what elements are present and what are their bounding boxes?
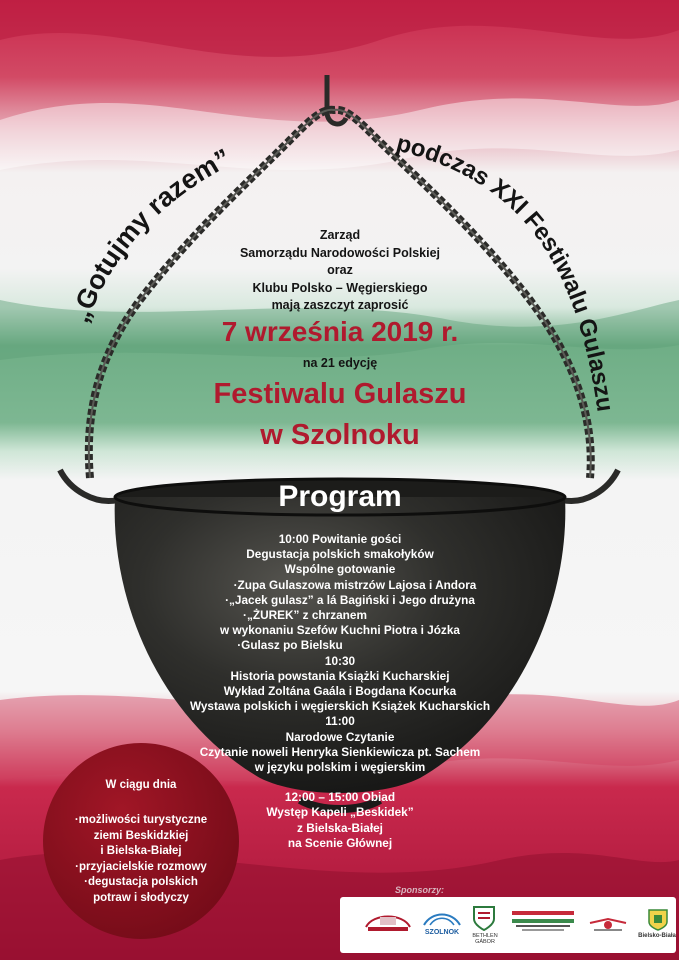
circle-list	[43, 813, 239, 906]
program-line: Degustacja polskich smakołyków	[246, 547, 434, 562]
event-date: 7 września 2019 r.	[221, 316, 459, 347]
program-line: 10:00 Powitanie gości	[278, 532, 402, 546]
program-line: z Bielska-Białej	[297, 820, 383, 835]
festival-name: Festiwalu Gulaszu	[213, 378, 467, 410]
intro-line: Klubu Polsko – Węgierskiego	[252, 280, 428, 295]
program-line: ·„Jacek gulasz” a lá Bagiński i Jego drużyna	[225, 592, 475, 607]
program-title: Program	[278, 480, 402, 513]
intro-block	[210, 227, 470, 315]
sponsors-bar	[340, 897, 676, 953]
intro-line: mają zaszczyt zaprosić	[271, 298, 409, 312]
program-line: Występ Kapeli „Beskidek”	[266, 805, 414, 820]
szolnok-logo-mark	[422, 909, 462, 929]
festival-location: w Szolnoku	[260, 419, 420, 451]
program-line: Czytanie noweli Henryka Sienkiewicza pt. Sachem	[199, 744, 481, 759]
arc-left-heading: „Gotujmy razem”	[64, 142, 236, 327]
bethlen-logo-text: BETHLEN GÁBOR	[472, 933, 498, 945]
program-line: na Scenie Głównej	[287, 835, 393, 850]
circle-line: potraw i słodyczy	[93, 891, 189, 904]
szolnok-logo-text: SZOLNOK	[424, 929, 460, 936]
program-line: ·„ŻUREK” z chrzanem	[243, 608, 367, 623]
arc-right-heading: podczas XXI Festiwalu Gulaszu	[393, 129, 619, 414]
bethlen-shield-logo	[472, 905, 496, 931]
program-line: ·Zupa Gulaszowa mistrzów Lajosa i Andora	[233, 577, 477, 592]
circle-line: ·możliwości turystyczne	[74, 814, 208, 826]
program-line: ·Gulasz po Bielsku	[237, 638, 343, 653]
program-line: Historia powstania Książki Kucharskiej	[230, 668, 450, 683]
ministry-logo	[588, 913, 628, 933]
program-line: Wykład Zoltána Gaála i Bogdana Kocurka	[223, 684, 457, 699]
intro-line: oraz	[327, 263, 353, 277]
bielsko-biala-logo-text: Bielsko-Biała	[638, 933, 676, 939]
program-line: w wykonaniu Szefów Kuchni Piotra i Józka	[220, 623, 460, 638]
sponsors-label: Sponsorzy:	[395, 885, 445, 895]
polish-minority-logo	[358, 907, 418, 937]
edition-text: na 21 edycję	[302, 356, 378, 370]
circle-line: ·przyjacielskie rozmowy	[75, 860, 207, 873]
circle-line: i Bielska-Białej	[100, 845, 182, 857]
daytime-activities-circle	[43, 743, 239, 939]
hungarian-government-logo	[512, 911, 574, 933]
program-line: Wystawa polskich i węgierskich Książek Kucharskich	[189, 699, 491, 714]
program-line: Narodowe Czytanie	[285, 729, 395, 744]
program-line: 11:00	[325, 714, 355, 729]
program-line: 12:00 – 15:00 Obiad	[284, 790, 396, 805]
intro-line: Samorządu Narodowości Polskiej	[239, 245, 441, 260]
circle-title: W ciągu dnia	[105, 779, 177, 791]
bielsko-biala-crest-icon	[648, 909, 668, 931]
program-line: w języku polskim i węgierskim	[254, 760, 426, 775]
intro-line: Zarząd	[319, 228, 361, 242]
program-line: Wspólne gotowanie	[284, 562, 396, 577]
program-line: 10:30	[324, 653, 356, 668]
circle-line: ziemi Beskidzkiej	[93, 829, 189, 842]
circle-line: ·degustacja polskich	[84, 876, 198, 888]
